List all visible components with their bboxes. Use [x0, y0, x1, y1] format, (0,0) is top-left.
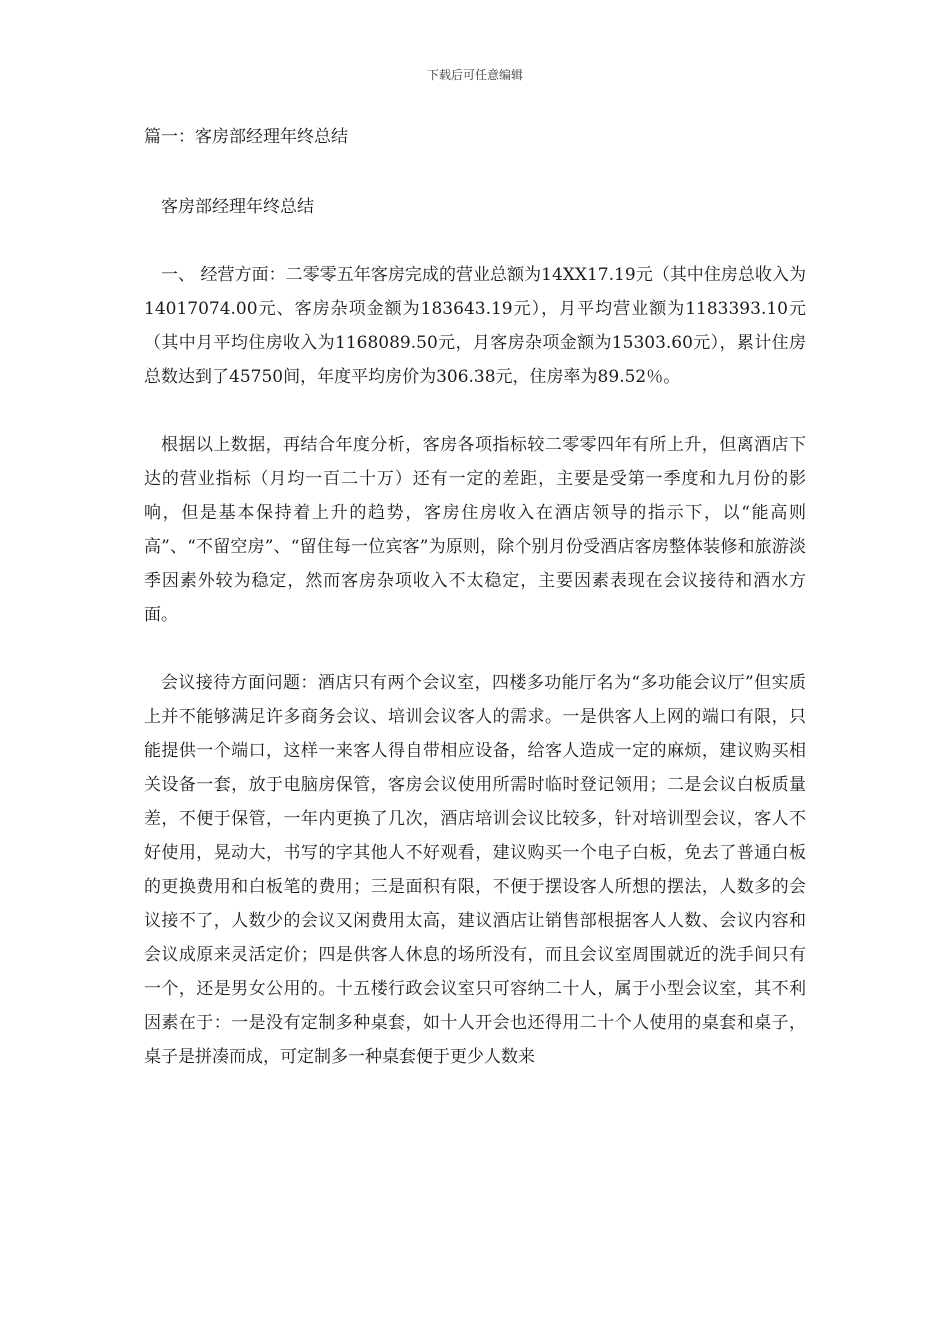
document-title: 篇一：客房部经理年终总结 — [144, 127, 348, 147]
paragraph-meetings: 会议接待方面问题：酒店只有两个会议室，四楼多功能厅名为“多功能会议厅”但实质上并不能够满足许多商务会议、培训会议客人的需求。一是供客人上网的端口有限，只能提供一个端口，这样一来客人得自带相应设备，给客人造成一定的麻烦，建议购买相关设备一套，放于电脑房保管，客房会议使用所需时临时登记领用；二是会议白板质量差，不便于保管，一年内更换了几次，酒店培训会议比较多，针对培训型会议，客人不好使用，晃动大，书写的字其他人不好观看，建议购买一个电子白板，免去了普通白板的更换费用和白板笔的费用；三是面积有限，不便于摆设客人所想的摆法，人数多的会议接不了，人数少的会议又闲费用太高，建议酒店让销售部根据客人人数、会议内容和会议成原来灵活定价；四是供客人休息的场所没有，而且会议室周围就近的洗手间只有一个，还是男女公用的。十五楼行政会议室只可容纳二十人，属于小型会议室，其不利因素在于：一是没有定制多种桌套，如十人开会也还得用二十个人使用的桌套和桌子，桌子是拼凑而成，可定制多一种桌套便于更少人数来 — [144, 673, 806, 1067]
page-header-note: 下载后可任意编辑 — [426, 68, 523, 82]
paragraph-operations: 一、 经营方面：二零零五年客房完成的营业总额为14XX17.19元（其中住房总收入为14017074.00元、客房杂项金额为183643.19元），月平均营业额为1183393.10元（其中月平均住房收入为1168089.50元，月客房杂项金额为15303.60元），累计住房总数达到了45750间，年度平均房价为306.38元，住房率为89.52％。 — [144, 265, 806, 387]
paragraph-analysis: 根据以上数据，再结合年度分析，客房各项指标较二零零四年有所上升，但离酒店下达的营业指标（月均一百二十万）还有一定的差距，主要是受第一季度和九月份的影响，但是基本保持着上升的趋势，客房住房收入在酒店领导的指示下，以“能高则高”、“不留空房”、“留住每一位宾客”为原则，除个别月份受酒店客房整体装修和旅游淡季因素外较为稳定，然而客房杂项收入不太稳定，主要因素表现在会议接待和酒水方面。 — [144, 435, 806, 625]
document-body — [144, 120, 806, 1074]
document-subtitle: 客房部经理年终总结 — [161, 197, 314, 217]
